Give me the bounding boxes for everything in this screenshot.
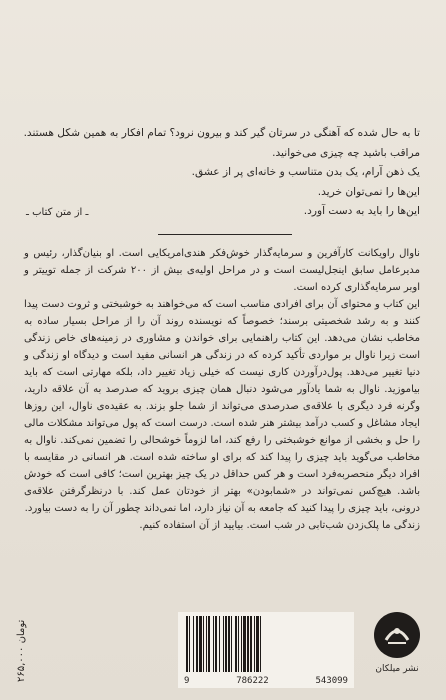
- quote-line: یک ذهن آرام، یک بدن متناسب و خانه‌ای پر از عشق.: [191, 166, 420, 178]
- price-label: ۲۶۵,۰۰۰ تومان: [16, 619, 27, 683]
- publisher-block: [366, 612, 428, 690]
- publisher-name: نشر میلکان: [375, 664, 419, 674]
- quote-source: ـ از متن کتاب ـ: [26, 207, 89, 218]
- blurb-paragraph: زندگی ما پلک‌زدن شب‌تابی در شب است. بیایید از آن استفاده کنیم.: [139, 520, 420, 531]
- quote-line: این‌ها را نمی‌توان خرید.: [317, 185, 420, 198]
- blurb-paragraph: ناوال راویکانت کارآفرین و سرمایه‌گذار خوش‌فکر هندی‌امریکایی است. او بنیان‌گذار، رئیس و مدیرعامل سابق اینجل‌لیست است و در مراحل اولیه‌ی بیش از ۲۰۰ شرکت از جمله توییتر و اوبر سرمایه‌گذاری کرده است.: [24, 248, 420, 293]
- publisher-logo-icon: [374, 612, 420, 658]
- barcode-bars: [186, 616, 346, 672]
- barcode-digits-left: 786222: [236, 676, 269, 686]
- quote-line: این‌ها را باید به دست آورد.: [303, 205, 420, 217]
- quote-line: تا به حال شده که آهنگی در سرتان گیر کند و بیرون نرود؟ تمام افکار به همین شکل هستند.: [23, 127, 420, 139]
- divider: [158, 234, 292, 235]
- isbn-barcode: [178, 612, 354, 688]
- blurb: [24, 245, 420, 534]
- blurb-paragraph: این کتاب و محتوای آن برای افرادی مناسب است که می‌خواهند به خوشبختی و ثروت دست پیدا کنند و به رشد شخصیتی برسند؛ خصوصاً که نویسنده روند آن را از مراحل بسیار ساده به مخاطب نشان می‌دهد. این کتاب راهنمایی برای خواندن و مشاوری در زمینه‌های خاص زندگی است زیرا ناوال بر مواردی تأکید کرده که در زندگی هر انسانی مفید است و دیدگاه او زندگی و دنیا تغییر می‌دهد. پول‌درآوردن کاری نیست که خیلی زیاد تغییر داد، بلکه مهارتی است که باید بیاموزید. ناوال به شما یادآور می‌شود دنبال همان چیزی بروید که صدرصد به آن علاقه دارید، وگرنه فرد دیگری با علاقه‌ی صدرصدی می‌تواند از شما جلو بزند. به عقیده‌ی ناوال، این روزها ایجاد مشاغل و کسب درآمد بیشتر هنر شده است. درست است که پول می‌تواند مشکلات مالی را حل و بخشی از موانع خوشبختی را رفع کند، اما لزوماً خوشحالی را تضمین نمی‌کند. ناوال به مخاطب می‌گوید باید چیزی را پیدا کند که برای او ساخته شده است. هر انسانی در مقایسه با افراد دیگر منحصربه‌فرد است و هر کس حداقل در یک چیز بهترین است؛ کافی است که خودش باشد. هیچ‌کس نمی‌تواند در «شمابودن» بهتر از خودتان عمل کند. با درنظرگرفتن علاقه‌ی درونی، باید چیزی را پیدا کنید که جامعه به آن نیاز دارد، اما نمی‌داند چطور آن را به دست بیاورد.: [24, 299, 420, 514]
- quote-line: مراقب باشید چه چیزی می‌خوانید.: [272, 146, 420, 159]
- barcode-digit-lead: 9: [184, 676, 190, 686]
- barcode-number: [178, 676, 354, 686]
- barcode-digits-right: 543099: [315, 676, 348, 686]
